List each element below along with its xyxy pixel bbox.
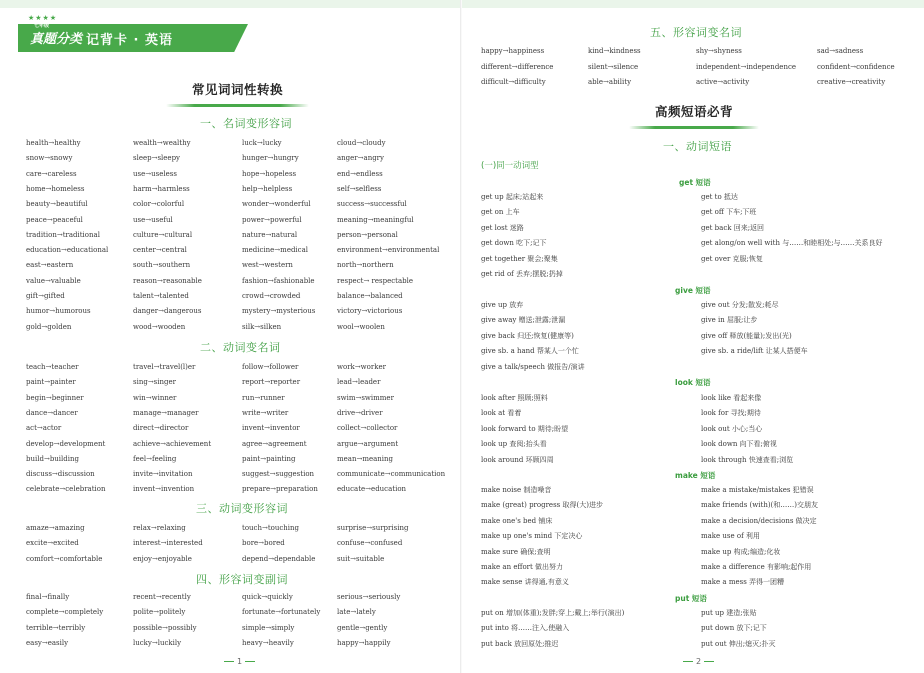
word-pair: swim→swimmer <box>337 393 394 402</box>
word-pair: develop→development <box>26 439 106 448</box>
word-pair: achieve→achievement <box>133 439 212 448</box>
word-pair: prepare→preparation <box>242 485 318 494</box>
word-pair: balance→balanced <box>337 292 403 300</box>
word-pair: confident→confidence <box>817 62 895 71</box>
phrase-item: make one's bed 铺床 <box>481 516 553 525</box>
word-pair: final→finally <box>26 593 70 601</box>
word-pair: luck→lucky <box>242 139 282 147</box>
phrase-group-keyword: give 短语 <box>675 286 711 295</box>
word-pair: heavy→heavily <box>242 638 294 647</box>
page-number-right-value: 2 <box>696 657 702 666</box>
word-pair: excite→excited <box>26 539 79 548</box>
phrase-item: give away 赠送;泄露;泄漏 <box>481 316 566 325</box>
top-band <box>0 0 462 8</box>
word-pair: lead→leader <box>337 378 381 387</box>
word-pair: bore→bored <box>242 539 285 548</box>
phrase-item: give sb. a hand 帮某人一个忙 <box>481 347 579 356</box>
phrase-group-keyword: look 短语 <box>675 378 711 387</box>
phrase-item: make up 构成;编造;化妆 <box>701 547 781 556</box>
word-pair: person→personal <box>337 230 398 239</box>
word-pair: use→useful <box>133 215 173 224</box>
phrase-item: look like 看起来像 <box>701 394 762 402</box>
word-pair: relax→relaxing <box>133 524 186 532</box>
word-pair: celebrate→celebration <box>26 485 106 494</box>
word-pair: wealth→wealthy <box>133 139 191 147</box>
phrase-item: give back 归还;恢复(健康等) <box>481 331 574 340</box>
phrase-item: look out 小心;当心 <box>701 424 763 433</box>
word-pair: interest→interested <box>133 539 203 548</box>
word-pair: recent→recently <box>133 593 191 601</box>
phrase-item: make use of 利用 <box>701 532 760 541</box>
phrase-item: get on 上车 <box>481 208 520 217</box>
phrase-item: get back 回来;返回 <box>701 223 765 232</box>
word-pair: home→homeless <box>26 184 85 193</box>
phrase-item: look up 查阅;抬头看 <box>481 440 547 449</box>
word-pair: nature→natural <box>242 230 298 239</box>
word-pair: danger→dangerous <box>133 307 202 316</box>
word-pair: value→valuable <box>26 276 81 285</box>
left-main-title: 常见词词性转换 <box>192 82 284 97</box>
word-pair: education→educational <box>26 246 109 255</box>
phrase-item: give a talk/speech 做报告/演讲 <box>481 362 585 371</box>
word-pair: use→useless <box>133 169 177 178</box>
phrase-item: look after 照顾;照料 <box>481 394 548 402</box>
word-pair: feel→feeling <box>133 454 177 463</box>
word-pair: act→actor <box>26 424 62 433</box>
word-pair: medicine→medical <box>242 246 309 255</box>
word-pair: write→writer <box>242 408 289 417</box>
word-pair: north→northern <box>337 261 394 270</box>
word-pair: beauty→beautiful <box>26 200 88 209</box>
word-pair: humor→humorous <box>26 307 91 316</box>
word-pair: harm→harmless <box>133 184 190 193</box>
phrase-item: get over 克服;恢复 <box>701 254 763 263</box>
phrase-item: put up 建造;张贴 <box>701 609 757 617</box>
word-pair: care→careless <box>26 169 77 178</box>
word-pair: happy→happiness <box>481 47 545 55</box>
phrase-item: make a difference 有影响;起作用 <box>701 563 812 571</box>
header-title: 记背卡 · 英语 <box>86 33 173 48</box>
word-pair: self→selfless <box>337 184 382 193</box>
word-pair: collect→collector <box>337 424 398 433</box>
word-pair: depend→dependable <box>242 554 316 563</box>
phrase-item: get lost 迷路 <box>481 223 524 232</box>
phrase-item: get together 聚会;聚集 <box>481 254 558 263</box>
word-pair: meaning→meaningful <box>337 215 414 224</box>
phrase-item: put down 放下;记下 <box>701 624 767 633</box>
word-pair: sad→sadness <box>817 47 864 55</box>
word-pair: amaze→amazing <box>26 524 85 532</box>
phrase-group-keyword: get 短语 <box>679 178 711 187</box>
word-pair: kind→kindness <box>588 47 641 55</box>
word-pair: sleep→sleepy <box>133 154 181 163</box>
word-pair: tradition→traditional <box>26 230 100 239</box>
word-pair: invite→invitation <box>133 470 193 479</box>
word-pair: invent→invention <box>133 485 195 494</box>
left-section-title: 二、动词变名词 <box>200 341 281 354</box>
word-pair: color→colorful <box>133 200 185 209</box>
phrase-item: put into 将……注入,使融入 <box>481 624 570 633</box>
right-page <box>462 0 924 673</box>
phrase-item: put out 伸出;熄灭;扑灭 <box>701 639 776 648</box>
phrase-item: get to 抵达 <box>701 193 738 201</box>
phrase-item: make a mistake/mistakes 犯错误 <box>701 486 814 494</box>
phrase-item: make an effort 做出努力 <box>481 563 564 571</box>
word-pair: report→reporter <box>242 378 301 387</box>
word-pair: run→runner <box>242 393 285 402</box>
word-pair: shy→shyness <box>696 47 742 55</box>
word-pair: late→lately <box>337 608 376 617</box>
word-pair: lucky→luckily <box>133 638 182 647</box>
phrase-item: look at 看着 <box>481 409 522 418</box>
phrase-item: look down 向下看;俯视 <box>701 440 777 449</box>
word-pair: mystery→mysterious <box>242 307 316 316</box>
page-number-right <box>680 657 717 666</box>
left-section-title: 一、名词变形容词 <box>200 117 292 130</box>
phrase-item: make sure 确保;查明 <box>481 547 551 556</box>
word-pair: discuss→discussion <box>26 470 95 479</box>
word-pair: work→worker <box>337 363 386 371</box>
word-pair: touch→touching <box>242 524 300 532</box>
word-pair: paint→painting <box>242 454 296 463</box>
top-band-right <box>462 0 924 8</box>
phrase-item: make up one's mind 下定决心 <box>481 532 583 541</box>
phrase-group-keyword: put 短语 <box>675 594 707 603</box>
word-pair: invent→inventor <box>242 424 300 433</box>
header-stars: ★★★★ <box>28 14 58 22</box>
word-pair: gold→golden <box>26 322 72 331</box>
word-pair: different→difference <box>481 62 554 71</box>
word-pair: independent→independence <box>696 62 797 71</box>
word-pair: simple→simply <box>242 623 295 632</box>
word-pair: communicate→communication <box>337 470 446 479</box>
word-pair: wool→woolen <box>337 322 385 331</box>
word-pair: suit→suitable <box>337 554 385 563</box>
word-pair: happy→happily <box>337 638 391 647</box>
word-pair: health→healthy <box>26 139 81 147</box>
phrase-item: look through 快速查看;浏览 <box>701 455 794 464</box>
word-pair: hunger→hungry <box>242 154 299 163</box>
right-main-title: 高频短语必背 <box>655 104 734 119</box>
word-pair: success→successful <box>337 200 407 209</box>
page-number-left-value: 1 <box>237 657 243 666</box>
word-pair: serious→seriously <box>337 593 401 601</box>
phrase-item: give out 分发;散发;耗尽 <box>701 301 779 309</box>
phrase-item: get along/on well with 与……和睦相处;与……关系良好 <box>701 239 883 248</box>
word-pair: gift→gifted <box>26 292 65 300</box>
phrase-item: put back 放回原处;推迟 <box>481 639 559 648</box>
word-pair: suggest→suggestion <box>242 470 315 479</box>
page-number-left <box>221 657 258 666</box>
word-pair: win→winner <box>133 393 177 402</box>
word-pair: begin→beginner <box>26 393 84 402</box>
word-pair: gentle→gently <box>337 623 388 632</box>
word-pair: end→endless <box>337 169 383 178</box>
phrase-item: make a mess 弄得一团糟 <box>701 578 785 587</box>
word-pair: west→western <box>242 261 293 270</box>
phrase-item: get off 下车;下班 <box>701 208 757 217</box>
word-pair: drive→driver <box>337 408 383 417</box>
word-pair: easy→easily <box>26 638 69 647</box>
word-pair: agree→agreement <box>242 439 307 448</box>
header-brand-small: 七年级 <box>34 23 50 29</box>
word-pair: talent→talented <box>133 292 189 300</box>
word-pair: fortunate→fortunately <box>242 608 321 617</box>
phrase-item: give in 屈服;让步 <box>701 316 758 325</box>
word-pair: creative→creativity <box>817 78 886 86</box>
word-pair: south→southern <box>133 261 191 270</box>
phrase-item: get up 起床;站起来 <box>481 193 544 201</box>
word-pair: silk→silken <box>242 322 282 331</box>
word-pair: build→building <box>26 454 79 463</box>
word-pair: respect→ respectable <box>337 276 414 285</box>
word-pair: travel→travel(l)er <box>133 363 196 371</box>
phrase-item: make sense 讲得通,有意义 <box>481 578 569 587</box>
word-pair: fashion→fashionable <box>242 276 315 285</box>
word-pair: difficult→difficulty <box>481 78 546 86</box>
word-pair: confuse→confused <box>337 539 403 548</box>
word-pair: culture→cultural <box>133 230 193 239</box>
word-pair: snow→snowy <box>26 154 73 163</box>
left-section-title: 三、动词变形容词 <box>196 502 288 515</box>
word-pair: help→helpless <box>242 184 293 193</box>
phrase-item: give sb. a ride/lift 让某人搭便车 <box>701 347 808 356</box>
word-pair: argue→argument <box>337 439 399 448</box>
word-pair: teach→teacher <box>26 363 79 371</box>
phrase-item: make noise 制造噪音 <box>481 486 552 494</box>
word-pair: wood→wooden <box>133 322 186 331</box>
word-pair: anger→angry <box>337 154 384 163</box>
word-pair: comfort→comfortable <box>26 554 103 563</box>
word-pair: reason→reasonable <box>133 276 202 285</box>
phrase-item: give up 放弃 <box>481 301 524 309</box>
word-pair: environment→environmental <box>337 246 440 255</box>
phrase-item: give off 释放(能量);发出(光) <box>701 331 792 340</box>
sec5-title: 五、形容词变名词 <box>650 26 742 39</box>
phrase-group-keyword: make 短语 <box>675 471 716 480</box>
word-pair: power→powerful <box>242 215 302 224</box>
word-pair: victory→victorious <box>337 307 403 316</box>
same-verb-title: (一)同一动词型 <box>481 161 539 171</box>
word-pair: sing→singer <box>133 378 176 387</box>
word-pair: center→central <box>133 246 187 255</box>
left-section-title: 四、形容词变副词 <box>196 573 288 586</box>
word-pair: educate→education <box>337 485 407 494</box>
word-pair: terrible→terribly <box>26 623 86 632</box>
phrase-item: look around 环顾四周 <box>481 455 554 464</box>
word-pair: east→eastern <box>26 261 74 270</box>
word-pair: silent→silence <box>588 62 639 71</box>
header-brand <box>30 23 83 47</box>
word-pair: surprise→surprising <box>337 524 409 532</box>
word-pair: possible→possibly <box>133 623 197 632</box>
word-pair: active→activity <box>696 78 750 86</box>
word-pair: paint→painter <box>26 378 76 387</box>
phrase-item: look forward to 期待;盼望 <box>481 424 569 433</box>
word-pair: direct→director <box>133 424 189 433</box>
word-pair: quick→quickly <box>242 593 293 601</box>
word-pair: peace→peaceful <box>26 215 83 224</box>
phrase-item: make friends (with)(和……)交朋友 <box>701 501 819 510</box>
word-pair: manage→manager <box>133 408 199 417</box>
word-pair: hope→hopeless <box>242 169 297 178</box>
phrase-item: put on 增加(体重);发胖;穿上;戴上;举行(演出) <box>481 609 625 617</box>
word-pair: cloud→cloudy <box>337 139 386 147</box>
phrase-item: make a decision/decisions 做决定 <box>701 516 817 525</box>
phrase-section-title: 一、动词短语 <box>663 140 732 153</box>
word-pair: dance→dancer <box>26 408 78 417</box>
word-pair: wonder→wonderful <box>242 200 311 209</box>
word-pair: follow→follower <box>242 363 299 371</box>
word-pair: enjoy→enjoyable <box>133 554 192 563</box>
word-pair: mean→meaning <box>337 454 394 463</box>
phrase-item: look for 寻找;期待 <box>701 409 761 418</box>
phrase-item: get rid of 丢弃;摆脱;扔掉 <box>481 270 563 278</box>
word-pair: polite→politely <box>133 608 186 617</box>
phrase-item: get down 吃下;记下 <box>481 239 547 248</box>
word-pair: complete→completely <box>26 608 104 617</box>
header-brand-text: 真题分类 <box>30 32 83 47</box>
phrase-item: make (great) progress 取得(大)进步 <box>481 501 603 510</box>
word-pair: able→ability <box>588 78 632 86</box>
word-pair: crowd→crowded <box>242 292 301 300</box>
